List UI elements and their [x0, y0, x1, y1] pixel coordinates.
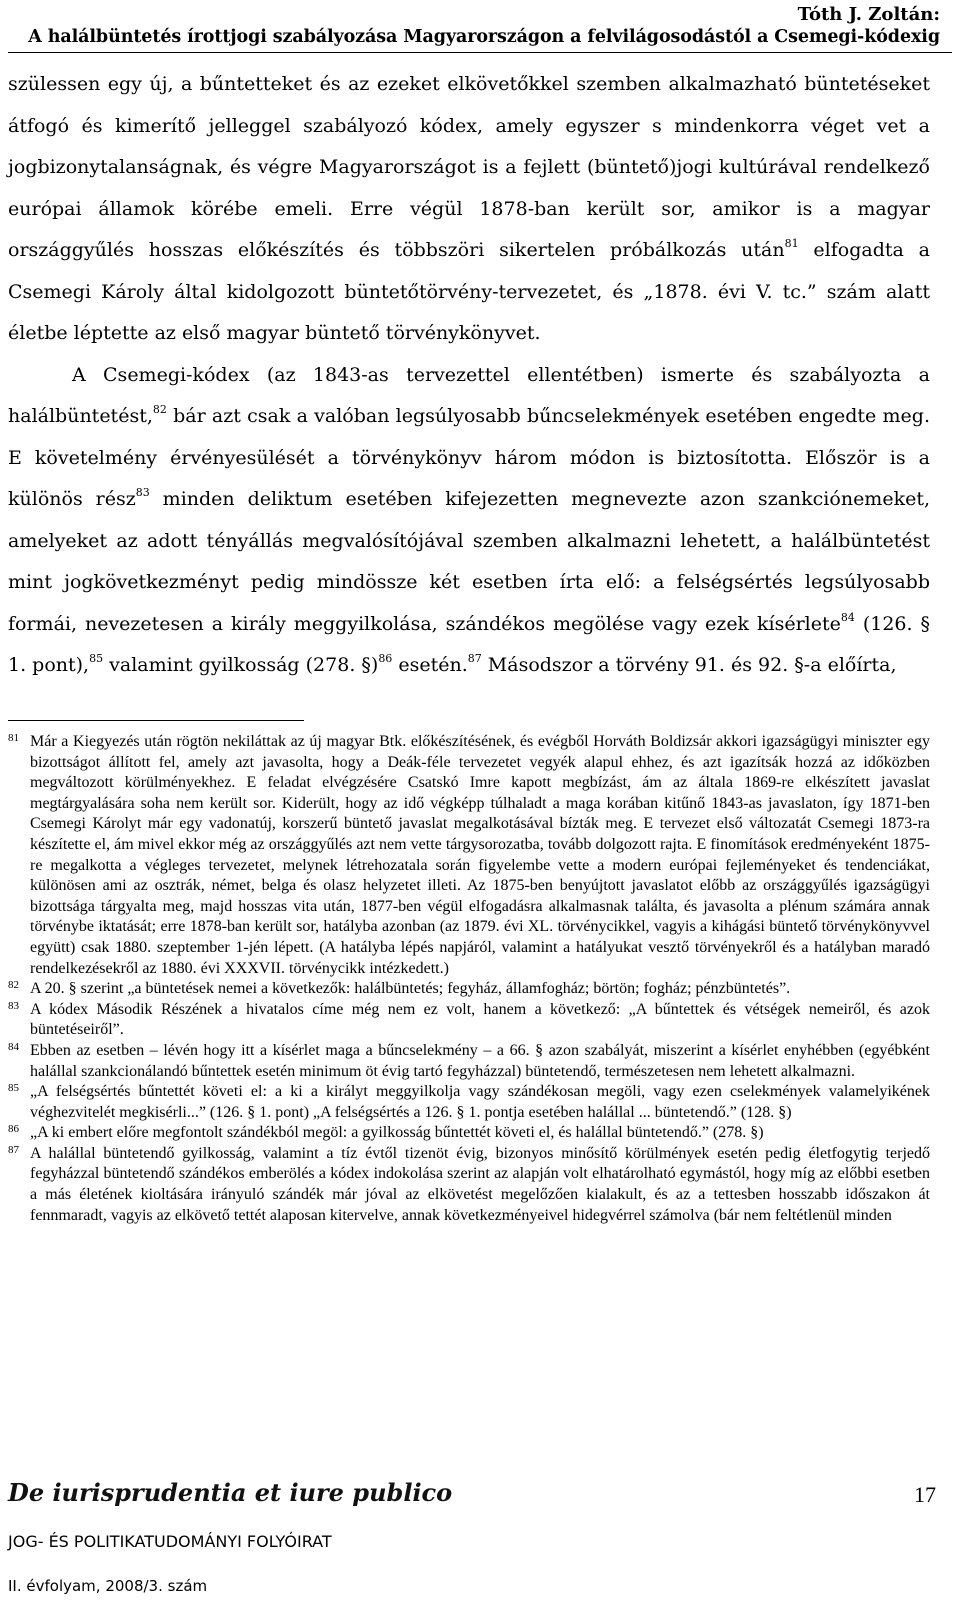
- footnote-number: 82: [8, 979, 19, 992]
- footnote-text: Ebben az esetben – lévén hogy itt a kísérlet maga a bűncselekmény – a 66. § azon szabályát, miszerint a kísérlet enyhébben (egyébként halállal szankcionálandó bűntettek esetén minimum öt évig tartó fegyházzal) büntetendő, természetesen nem lehetett alkalmazni.: [30, 1041, 930, 1080]
- paragraph-text: elfogadta a Csemegi Károly által kidolgozott büntetőtörvény-tervezetet, és „1878. évi V. tc.” szám alatt életbe léptette az első magyar büntető törvénykönyvet.: [8, 239, 930, 344]
- journal-issue: II. évfolyam, 2008/3. szám: [8, 1577, 208, 1595]
- footnote-84: [8, 1041, 930, 1082]
- header-author: Tóth J. Zoltán:: [797, 4, 940, 25]
- footnotes: [8, 732, 930, 1226]
- journal-subtitle: JOG- ÉS POLITIKATUDOMÁNYI FOLYÓIRAT: [8, 1532, 332, 1551]
- journal-name: De iurisprudentia et iure publico: [8, 1478, 453, 1507]
- paragraph-text: valamint gyilkosság (278. §): [103, 654, 379, 676]
- paragraph-2: [8, 355, 930, 687]
- paragraph-text: esetén.: [392, 654, 468, 676]
- running-header: [28, 4, 940, 48]
- footnote-ref-86[interactable]: 86: [378, 652, 393, 665]
- footnote-ref-83[interactable]: 83: [135, 486, 150, 499]
- footnote-number: 84: [8, 1040, 19, 1053]
- footnote-text: A kódex Második Részének a hivatalos címe még nem ez volt, hanem a következő: „A bűntettek és vétségek nemeiről, és azok büntetéseiről”.: [30, 1000, 930, 1039]
- paragraph-text: minden deliktum esetében kifejezetten megnevezte azon szankciónemeket, amelyeket az adott tényállás megvalósítójával szemben alkalmazni lehetett, a halálbüntetést mint jogkövetkezményt pedig mindössze két esetben írta elő: a felségsértés legsúlyosabb formái, nevezetesen a király meggyilkolása, szándékos megölése vagy ezek kísérlete: [8, 488, 931, 635]
- paragraph-text: A Csemegi-kódex (az 1843-as tervezettel ellentétben) ismerte és szabályozta a halálbüntetést,: [8, 363, 930, 427]
- footnote-86: [8, 1123, 930, 1144]
- footnote-text: Már a Kiegyezés után rögtön nekiláttak az új magyar Btk. előkészítésének, és evégből Horváth Boldizsár akkori igazságügyi miniszter egy bizottságot állított fel, amely azt javasolta, hogy a Deák-féle tervezetet vegyék alapul ehhez, és azt igazítsák hozzá az időközben megváltozott körülményekhez. E feladat elvégzésére Csatskó Imre kapott megbízást, ám az általa 1869-re elkészített javaslat megtárgyalására soha nem került sor. Kiderült, hogy az idő végképp túlhaladt a maga korában kitűnő 1843-as javaslaton, így 1871-ben Csemegi Károlyt már egy vadonatúj, korszerű büntető javaslat megalkotásával bízták meg. E tervezet első változatát Csemegi 1873-ra készítette el, ám mivel ekkor még az országgyűlés azt nem vette tárgysorozatba, tovább dolgozott rajta. E finomítások eredményeként 1875-re megalkotta a végleges tervezetet, melynek létrehozatala során figyelembe vette a modern európai fejleményeket és tendenciákat, különösen ami az osztrák, német, belga és olasz helyzetet illeti. Az 1875-ben benyújtott javaslatot előbb az országgyűlés igazságügyi bizottsága tárgyalta meg, majd hosszas vita után, 1877-ben végül elfogadásra alkalmasnak találta, és javasolta a plénum számára annak törvénybe iktatását; erre 1878-ban került sor, hatályba azonban (az 1879. évi XL. törvénycikkel, vagyis a kihágási büntető törvénykönyvvel együtt) csak 1880. szeptember 1-jén lépett. (A hatályba lépés napjáról, valamint a hatályukat vesztő törvényekről és a hatályban maradó rendelkezésekről az 1880. évi XXXVII. törvénycikk intézkedett.): [30, 733, 930, 977]
- footnote-number: 87: [8, 1143, 19, 1156]
- page-number: 17: [914, 1482, 936, 1507]
- footnote-number: 81: [8, 732, 19, 744]
- footnote-separator: [8, 720, 304, 721]
- footnote-number: 86: [8, 1123, 19, 1136]
- footnote-85: [8, 1082, 930, 1123]
- main-text: [8, 64, 930, 687]
- paragraph-1: [8, 64, 930, 355]
- header-title: A halálbüntetés írottjogi szabályozása Magyarországon a felvilágosodástól a Csemegi-kódexig: [28, 27, 940, 47]
- footnote-text: A 20. § szerint „a büntetések nemei a következők: halálbüntetés; fegyház, államfogház; börtön; fogház; pénzbüntetés”.: [30, 980, 791, 998]
- paragraph-text: (126. § 1. pont),: [8, 612, 930, 676]
- footnote-ref-82[interactable]: 82: [152, 403, 167, 416]
- footnote-ref-84[interactable]: 84: [840, 610, 855, 624]
- paragraph-text: bár azt csak a valóban legsúlyosabb bűncselekmények esetében engedte meg. E követelmény érvényesülését a törvénykönyv három módon is biztosította. Először is a különös rész: [8, 405, 930, 510]
- footnote-text: A halállal büntetendő gyilkosság, valamint a tíz évtől tizenöt évig, bizonyos minősítő körülmények esetén pedig életfogytig terjedő fegyházzal büntetendő szándékos emberölés a kódex indokolása szerint az alapján volt elhatárolható egymástól, hogy míg az előbbi esetben a más életének kioltására irányuló szándék már jóval az elkövetést megelőzően kialakult, és az a tettesben hosszabb időszakon át fennmaradt, vagyis az elkövető tettét alaposan kitervelve, annak következményeivel hidegvérrel számolva (bár nem feltétlenül minden: [30, 1144, 930, 1224]
- footnote-number: 83: [8, 999, 19, 1012]
- footnote-81: [8, 732, 930, 979]
- footnote-text: „A ki embert előre megfontolt szándékból megöl: a gyilkosság bűntettét követi el, és halállal büntetendő.” (278. §): [30, 1124, 764, 1142]
- footnote-ref-85[interactable]: 85: [89, 652, 104, 665]
- footnote-ref-81[interactable]: 81: [784, 237, 799, 250]
- header-rule: [8, 52, 952, 53]
- paragraph-text: szülessen egy új, a bűntetteket és az ezeket elkövetőkkel szemben alkalmazható büntetéseket átfogó és kimerítő jelleggel szabályozó kódex, amely egyszer s mindenkorra véget vet a jogbizonytalanságnak, és végre Magyarországot is a fejlett (büntető)jogi kultúrával rendelkező európai államok körébe emeli. Erre végül 1878-ban került sor, amikor is a magyar országgyűlés hosszas előkészítés és többszöri sikertelen próbálkozás után: [8, 73, 930, 261]
- footnote-ref-87[interactable]: 87: [467, 652, 482, 665]
- footnote-number: 85: [8, 1082, 19, 1095]
- footnote-82: [8, 979, 930, 1000]
- footnote-text: „A felségsértés bűntettét követi el: a ki a királyt meggyilkolja vagy szándékosan megöli, vagy ezen cselekmények valamelyikének véghezvitelét megkisérli...” (126. § 1. pont) „A felségsértés a 126. § 1. pontja esetében halállal ... büntetendő.” (128. §): [30, 1083, 930, 1121]
- footnote-83: [8, 1000, 930, 1041]
- footnote-87: [8, 1144, 930, 1226]
- paragraph-text: Másodszor a törvény 91. és 92. §-a előírta,: [481, 654, 897, 676]
